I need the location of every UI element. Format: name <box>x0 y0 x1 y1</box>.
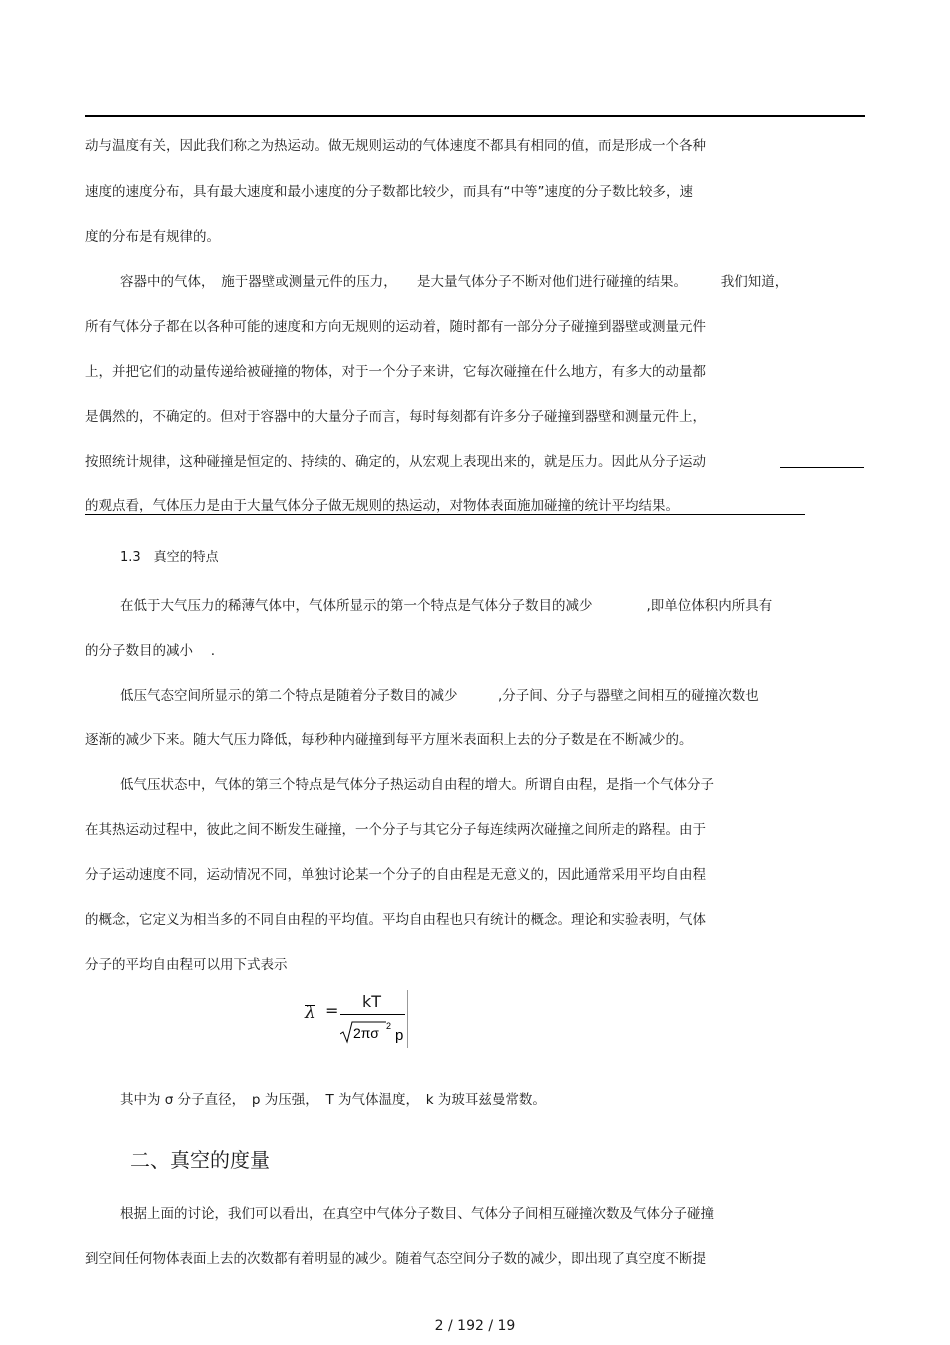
text-line: 的概念，它定义为相当多的不同自由程的平均值。平均自由程也只有统计的概念。理论和实验表明，气体 <box>85 912 706 928</box>
text-line: 所有气体分子都在以各种可能的速度和方向无规则的运动着，随时都有一部分分子碰撞到器壁或测量元件 <box>85 319 706 335</box>
equals-sign: = <box>325 1001 339 1020</box>
den-p: p <box>395 1027 404 1044</box>
text-line: 到空间任何物体表面上去的次数都有着明显的减少。随着气态空间分子数的减少，即出现了真空度不断提 <box>85 1251 706 1267</box>
header-rule <box>85 115 865 117</box>
text-line: 的分子数目的减小 . <box>85 643 216 659</box>
formula-denominator <box>340 1020 410 1046</box>
text-line: 其中为 σ 分子直径， p 为压强， T 为气体温度， k 为玻耳兹曼常数。 <box>120 1092 546 1108</box>
text-line: 根据上面的讨论，我们可以看出，在真空中气体分子数目、气体分子间相互碰撞次数及气体分子碰撞 <box>120 1206 714 1222</box>
text-line: 速度的速度分布，具有最大速度和最小速度的分子数都比较少，而具有“中等”速度的分子数比较多，速 <box>85 184 693 200</box>
fraction-bar <box>340 1014 405 1015</box>
text-line: 分子的平均自由程可以用下式表示 <box>85 957 288 973</box>
text-line: 是偶然的，不确定的。但对于容器中的大量分子而言，每时每刻都有许多分子碰撞到器壁和测量元件上， <box>85 409 706 425</box>
mean-free-path-formula <box>300 990 420 1050</box>
sqrt-icon <box>340 1020 410 1046</box>
text-line: 容器中的气体， 施于器壁或测量元件的压力， 是大量气体分子不断对他们进行碰撞的结果。 我们知道， <box>120 274 789 290</box>
text-line: 按照统计规律，这种碰撞是恒定的、持续的、确定的，从宏观上表现出来的，就是压力。因此从分子运动 <box>85 454 706 470</box>
formula-right-rule <box>407 990 408 1048</box>
text-line: 低气压状态中，气体的第三个特点是气体分子热运动自由程的增大。所谓自由程，是指一个气体分子 <box>120 777 714 793</box>
section-title: 二、真空的度量 <box>130 1148 270 1172</box>
text-line: 在低于大气压力的稀薄气体中，气体所显示的第一个特点是气体分子数目的减少 ,即单位体积内所具有 <box>120 598 773 614</box>
text-line: 上，并把它们的动量传递给被碰撞的物体，对于一个分子来讲，它每次碰撞在什么地方，有多大的动量都 <box>85 364 706 380</box>
text-line: 逐渐的减少下来。随大气压力降低，每秒种内碰撞到每平方厘米表面积上去的分子数是在不断减少的。 <box>85 732 693 748</box>
den-exponent: 2 <box>386 1021 392 1031</box>
text-line: 的观点看，气体压力是由于大量气体分子做无规则的热运动，对物体表面施加碰撞的统计平均结果。 <box>85 498 679 514</box>
text-line: 在其热运动过程中，彼此之间不断发生碰撞，一个分子与其它分子每连续两次碰撞之间所走的路程。由于 <box>85 822 706 838</box>
underline-rule <box>780 467 864 468</box>
underline-rule <box>85 514 805 515</box>
page-number: 2 / 192 / 19 <box>434 1318 516 1334</box>
lambda-symbol: λ <box>305 1003 316 1023</box>
text-line: 动与温度有关，因此我们称之为热运动。做无规则运动的气体速度不都具有相同的值，而是形成一个各种 <box>85 138 706 154</box>
text-line: 分子运动速度不同，运动情况不同，单独讨论某一个分子的自由程是无意义的，因此通常采用平均自由程 <box>85 867 706 883</box>
den-main: 2πσ <box>353 1025 379 1041</box>
text-line: 低压气态空间所显示的第二个特点是随着分子数目的减少 ,分子间、分子与器壁之间相互的碰撞次数也 <box>120 688 759 704</box>
text-line: 度的分布是有规律的。 <box>85 229 220 245</box>
lambda-bar <box>305 1005 315 1006</box>
subsection-heading: 1.3 真空的特点 <box>120 550 219 565</box>
formula-numerator: kT <box>362 992 382 1011</box>
